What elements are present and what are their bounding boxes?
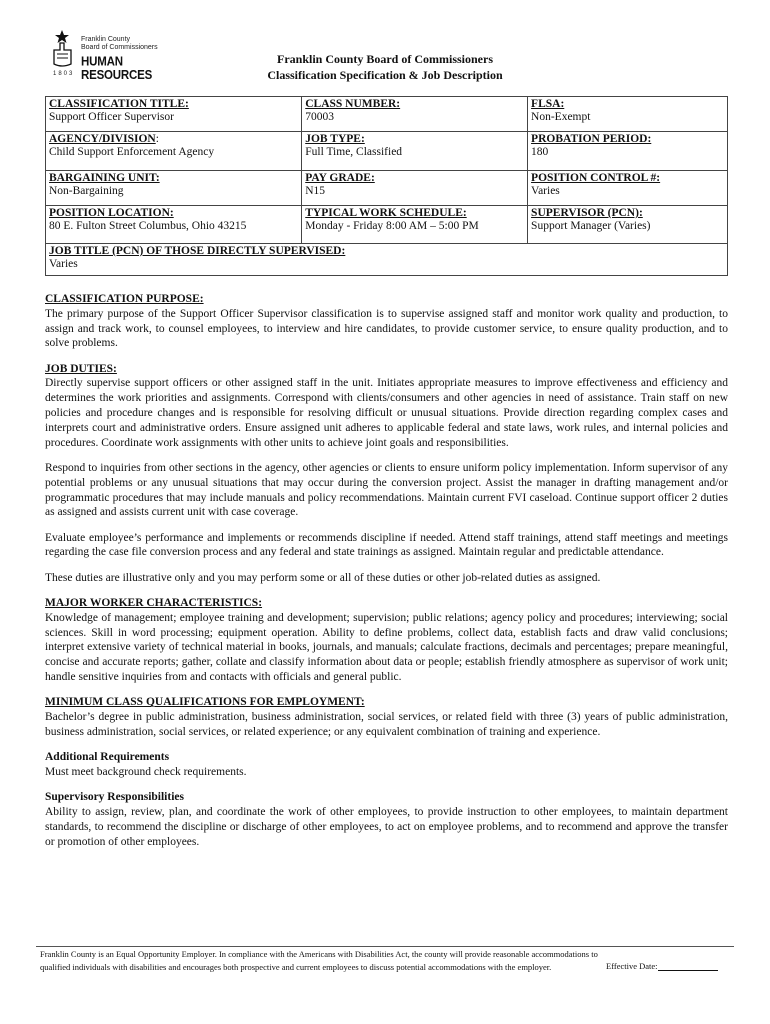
agency-label-colon: : [155,133,159,145]
logo-department: HUMAN RESOURCES [81,55,153,83]
document-body [45,292,728,860]
footer-divider [36,946,734,947]
agency-value: Child Support Enforcement Agency [49,146,215,158]
position-control-value: Varies [531,185,560,197]
class-number-label: CLASS NUMBER: [305,98,401,110]
job-type-value: Full Time, Classified [305,146,403,158]
supervised-cell [46,244,728,276]
pay-grade-label: PAY GRADE: [305,172,375,184]
qualifications-text: Bachelor’s degree in public administration, business administration, social services, or related field with three (3) years of public administration, business administration, social services, or related experience; or any equivalent combination of training and experience. [45,711,728,738]
bargaining-value: Non-Bargaining [49,185,124,197]
qualifications-section [45,695,728,739]
supervisor-value: Support Manager (Varies) [531,220,651,232]
location-label: POSITION LOCATION: [49,207,174,219]
pay-grade-cell [302,171,528,206]
info-row [46,132,728,171]
logo-org-name [81,36,158,52]
duties-paragraph-2: Respond to inquiries from other sections in the agency, other agencies or clients to ensure uniform policy implementation. Inform supervisor of any potential problems or any unusual situations that may occur during the conversion project. Assist the manager in drafting management and/or programmatic procedures that may include manuals and policy recommendations. Maintain current FVI caseload. Continue support officer 2 duties as assigned and assists current unit with case coverage. [45,461,728,519]
logo-org-line2: Board of Commissioners [81,44,158,51]
effective-date [606,961,718,971]
schedule-cell [302,206,528,244]
effective-date-blank [658,961,718,971]
classification-title-cell [46,97,302,132]
duties-paragraph-3: Evaluate employee’s performance and implements or recommends discipline if needed. Attend staff trainings, attend staff meetings and meetings regarding the case file conversion process and any federal and state trainings as assigned. Maintain regular and predictable attendance. [45,531,728,559]
additional-section [45,750,728,780]
characteristics-text: Knowledge of management; employee training and development; supervision; public relations; agency policy and procedures; interviewing; social sciences. Skill in word processing; equipment operation. Ability to define problems, collect data, establish facts and draw valid conclusions; interpret extensive variety of technical material in books, journals, and manuals; calculate fractions, decimals and percentages; prepare meaningful, concise and accurate reports; gather, collate and classify information about data or people; establish friendly atmosphere as supervisor of work unit; handle sensitive inquiries from and contacts with officials and general public. [45,611,728,684]
probation-value: 180 [531,146,549,158]
schedule-value: Monday - Friday 8:00 AM – 5:00 PM [305,220,479,232]
additional-text: Must meet background check requirements. [45,766,247,779]
flsa-cell [528,97,728,132]
flsa-label: FLSA: [531,98,565,110]
supervisor-label: SUPERVISOR (PCN): [531,207,643,219]
header-line1: Franklin County Board of Commissioners [276,52,494,66]
supervisory-title: Supervisory Responsibilities [45,791,184,804]
supervised-value: Varies [49,258,78,270]
purpose-section [45,292,728,351]
position-control-label: POSITION CONTROL #: [531,172,661,184]
supervisory-section [45,790,728,849]
pay-grade-value: N15 [305,185,326,197]
purpose-title: CLASSIFICATION PURPOSE: [45,293,204,305]
duties-paragraph-1: Directly supervise support officers or other assigned staff in the unit. Initiates appropriate measures to improve effectiveness and efficiency and determines the work priorities and assignments. Correspond with clients/consumers and other agencies in need of assistance. Train staff on new policies and procedure changes and is responsible for resolving difficult or unusual situations. Provide direction regarding complex cases and interprets court and administrative orders. Ensure assigned unit adheres to applicable federal and state laws, work rules, and internal policies and procedures. Coordinate work assignments with other units to achieve joint goals and responsibilities. [45,377,728,449]
info-row [46,97,728,132]
duties-section [45,362,728,451]
position-control-cell [528,171,728,206]
info-row [46,171,728,206]
duties-title: JOB DUTIES: [45,362,117,375]
location-value: 80 E. Fulton Street Columbus, Ohio 43215 [49,220,247,232]
info-row [46,206,728,244]
supervisor-cell [528,206,728,244]
location-cell [46,206,302,244]
supervisory-text: Ability to assign, review, plan, and coordinate the work of other employees, to provide instruction to other employees, to maintain department standards, to recommend the discipline or discharge of other employees, to act on employee problems, and to recommend and approve the transfer or promotion of other employees. [45,806,728,848]
agency-cell [46,132,302,171]
flsa-value: Non-Exempt [531,111,591,123]
characteristics-title: MAJOR WORKER CHARACTERISTICS: [45,597,263,610]
purpose-text: The primary purpose of the Support Officer Supervisor classification is to supervise assigned staff and monitor work quality and production, to assign and track work, to counsel employees, to interview and hire candidates, to provide customer service, to ensure quality production, and to solve problems. [45,307,728,350]
class-number-value: 70003 [305,111,334,123]
logo-year: 1803 [53,71,75,77]
qualifications-title: MINIMUM CLASS QUALIFICATIONS FOR EMPLOYMENT: [45,696,365,709]
schedule-label: TYPICAL WORK SCHEDULE: [305,207,467,219]
document-header [0,51,770,83]
supervised-label: JOB TITLE (PCN) OF THOSE DIRECTLY SUPERVISED: [49,245,346,257]
effective-date-label: Effective Date: [606,961,658,971]
probation-label: PROBATION PERIOD: [531,133,652,145]
class-number-cell [302,97,528,132]
header-line2: Classification Specification & Job Description [267,68,503,82]
characteristics-section [45,596,728,685]
classification-title-label: CLASSIFICATION TITLE: [49,98,189,110]
job-type-label: JOB TYPE: [305,133,365,145]
bargaining-label: BARGAINING UNIT: [49,172,160,184]
probation-cell [528,132,728,171]
duties-paragraph-4: These duties are illustrative only and you may perform some or all of these duties or other job-related duties as assigned. [45,571,601,584]
agency-label: AGENCY/DIVISION [49,133,156,145]
info-table [45,96,728,276]
info-row [46,244,728,276]
logo-org-line1: Franklin County [81,36,131,43]
bargaining-cell [46,171,302,206]
job-type-cell [302,132,528,171]
eeo-statement: Franklin County is an Equal Opportunity Employer. In compliance with the Americans with Disabilities Act, the county will provide reasonable accommodations to qualified individuals with disabilities and encourages both prospective and current employees to discuss potential accommodations with the employer. [40,949,598,972]
classification-title-value: Support Officer Supervisor [49,111,174,123]
additional-title: Additional Requirements [45,751,170,764]
